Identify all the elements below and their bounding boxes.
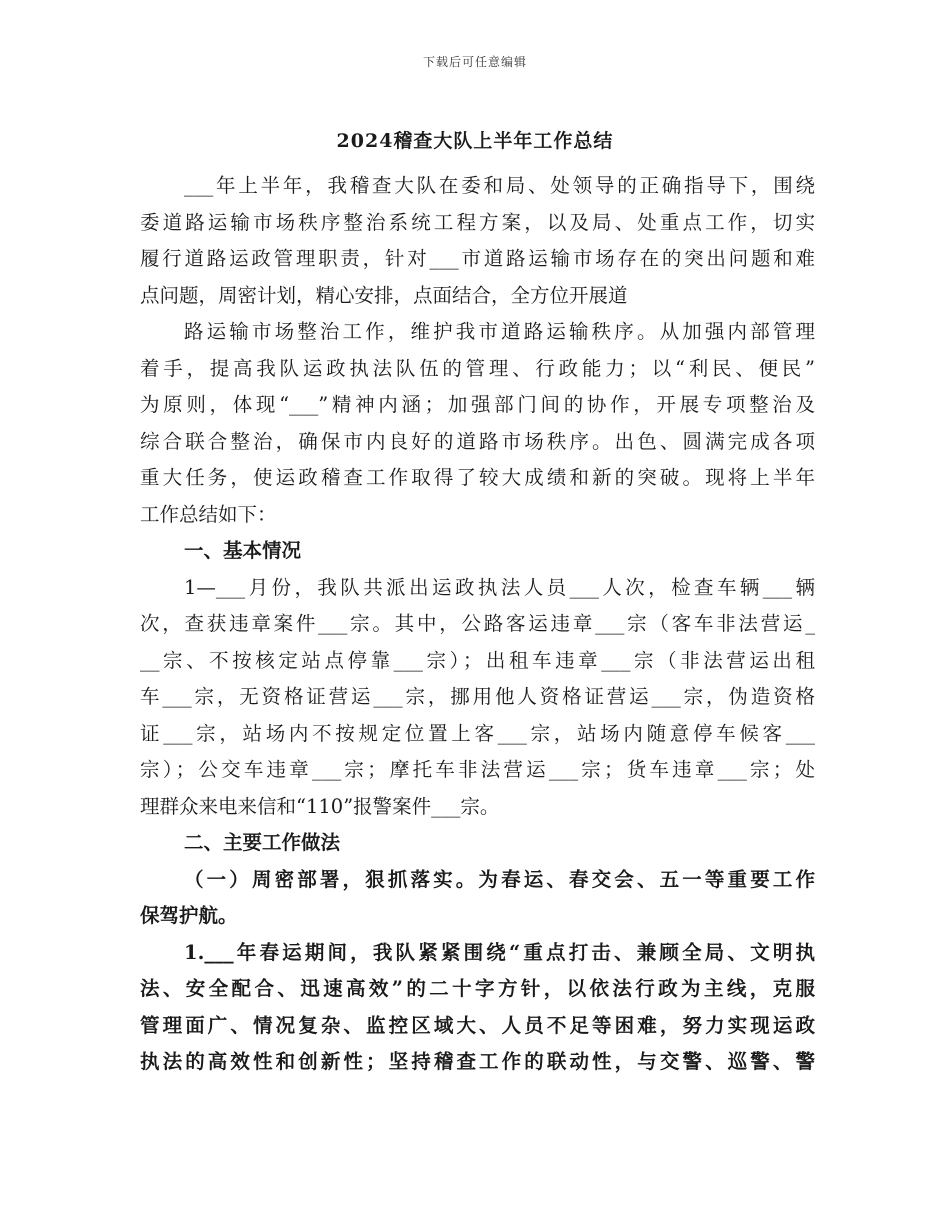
subsection-heading: （一）周密部署，狠抓落实。为春运、春交会、五一等重要工作 <box>184 867 815 891</box>
paragraph-line: 路运输市场整治工作，维护我市道路运输秩序。从加强内部管理 <box>184 320 815 343</box>
paragraph-line: 重大任务，使运政稽查工作取得了较大成绩和新的突破。现将上半年 <box>140 466 815 489</box>
subsection-heading: 保驾护航。 <box>140 904 238 927</box>
paragraph-line: 理群众来电来信和“110”报警案件___宗。 <box>140 794 500 818</box>
section-heading: 一、基本情况 <box>184 539 302 562</box>
paragraph-line: 次，查获违章案件___宗。其中，公路客运违章___宗（客车非法营运_ <box>140 612 815 635</box>
paragraph-line: __宗、不按核定站点停靠___宗）；出租车违章___宗（非法营运出租 <box>140 648 815 672</box>
paragraph-line: 车___宗，无资格证营运___宗，挪用他人资格证营运___宗，伪造资格 <box>140 685 815 708</box>
paragraph-line: 点问题，周密计划，精心安排，点面结合，全方位开展道 <box>140 283 628 307</box>
paragraph-line: 1.___年春运期间，我队紧紧围绕“重点打击、兼顾全局、文明执 <box>184 940 815 964</box>
header-note: 下载后可任意编辑 <box>422 55 527 69</box>
paragraph-line: 管理面广、情况复杂、监控区域大、人员不足等困难，努力实现运政 <box>140 1013 815 1037</box>
paragraph-line: 委道路运输市场秩序整治系统工程方案，以及局、处重点工作，切实 <box>140 210 815 234</box>
paragraph-line: 为原则，体现“___”精神内涵；加强部门间的协作，开展专项整治及 <box>140 393 815 416</box>
document-title: 2024稽查大队上半年工作总结 <box>336 130 614 152</box>
paragraph-line: ___年上半年，我稽查大队在委和局、处领导的正确指导下，围绕 <box>184 174 815 197</box>
paragraph-line: 证___宗，站场内不按规定位置上客___宗，站场内随意停车候客___ <box>140 721 815 745</box>
paragraph-line: 综合联合整治，确保市内良好的道路市场秩序。出色、圆满完成各项 <box>140 429 815 453</box>
paragraph-line: 着手，提高我队运政执法队伍的管理、行政能力；以“利民、便民” <box>140 356 815 380</box>
document-body <box>140 168 815 1081</box>
paragraph-line: 履行道路运政管理职责，针对___市道路运输市场存在的突出问题和难 <box>140 247 815 270</box>
paragraph-line: 法、安全配合、迅速高效”的二十字方针，以依法行政为主线，克服 <box>140 977 815 1000</box>
paragraph-line: 1—___月份，我队共派出运政执法人员___人次，检查车辆___辆 <box>184 575 815 599</box>
paragraph-line: 执法的高效性和创新性；坚持稽查工作的联动性，与交警、巡警、警 <box>140 1050 815 1073</box>
paragraph-line: 宗）；公交车违章___宗；摩托车非法营运___宗；货车违章___宗；处 <box>140 758 815 781</box>
paragraph-line: 工作总结如下： <box>140 502 277 526</box>
section-heading: 二、主要工作做法 <box>184 831 341 854</box>
